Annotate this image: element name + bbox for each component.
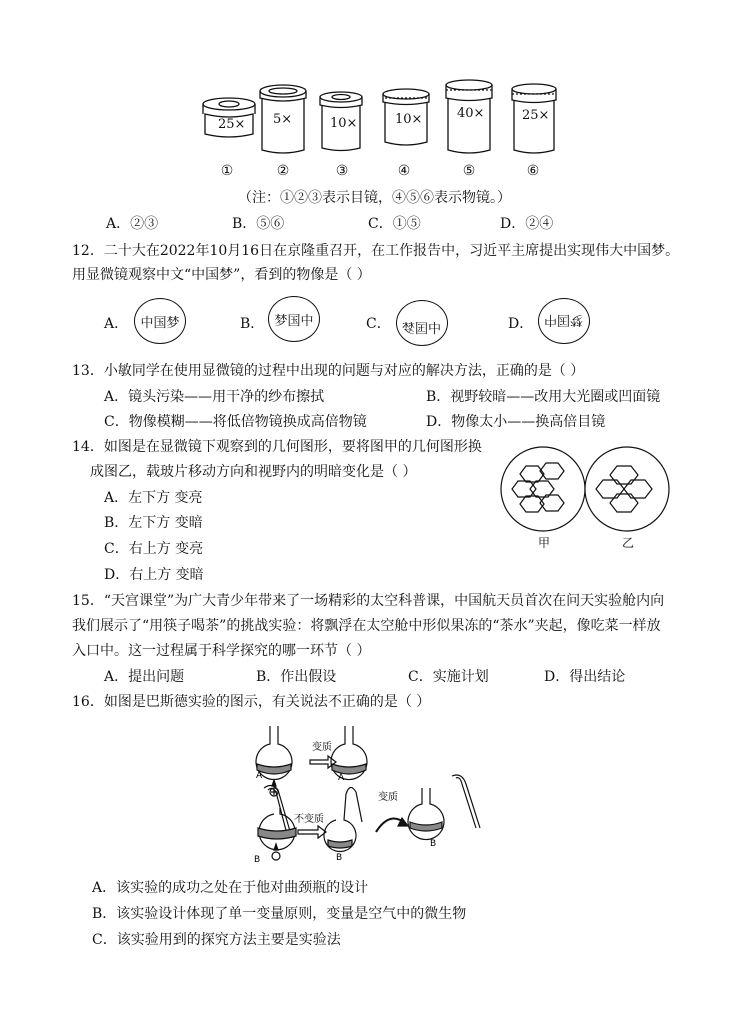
q15-option-c[interactable]: C．实施计划 xyxy=(408,669,489,685)
q15-option-d[interactable]: D．得出结论 xyxy=(544,669,626,685)
q16-stem: 16．如图是巴斯德实验的图示，有关说法不正确的是（ ） xyxy=(72,694,431,710)
view-yi-circle xyxy=(585,447,669,531)
q13-option-c[interactable]: C．物像模糊——将低倍物镜换成高倍物镜 xyxy=(104,414,367,430)
q12-option-b-letter[interactable]: B． xyxy=(240,316,265,332)
q12-option-b-image[interactable] xyxy=(268,296,320,342)
q15-stem-line-2: 我们展示了“用筷子喝茶”的挑战实验：将飘浮在太空舱中形似果冻的“茶水”夹起，像吃菜一样放 xyxy=(72,618,661,634)
q12-option-a-image[interactable] xyxy=(134,298,186,344)
q13-option-b[interactable]: B．视野较暗——改用大光圈或凹面镜 xyxy=(426,389,661,405)
lens-1-number: ① xyxy=(220,163,234,179)
pasteur-label-b1: B xyxy=(254,855,261,865)
pasteur-experiment-figure xyxy=(250,724,490,864)
pasteur-label-a1: A xyxy=(256,771,263,781)
q13-stem: 13．小敏同学在使用显微镜的过程中出现的问题与对应的解决方法，正确的是（ ） xyxy=(72,363,585,379)
pasteur-label-no-change: 不变质 xyxy=(294,814,324,825)
q11-note: （注：①②③表示目镜，④⑤⑥表示物镜。） xyxy=(238,190,511,206)
lens-6-number: ⑥ xyxy=(526,163,540,179)
q15-option-b[interactable]: B．作出假设 xyxy=(256,669,337,685)
q11-option-d[interactable]: D．②④ xyxy=(500,216,554,232)
lens-2-label: 5× xyxy=(273,112,293,127)
view-yi-label: 乙 xyxy=(622,536,635,550)
q11-option-c[interactable]: C．①⑤ xyxy=(368,216,421,232)
q16-option-c[interactable]: C．该实验用到的探究方法主要是实验法 xyxy=(92,932,341,948)
lens-5-number: ⑤ xyxy=(462,163,476,179)
lens-3-number: ③ xyxy=(335,163,349,179)
q14-option-b[interactable]: B．左下方 变暗 xyxy=(104,515,203,531)
flask-b-unchanged xyxy=(324,787,362,851)
lens-3-label: 10× xyxy=(330,116,358,131)
lens-6-label: 25× xyxy=(522,108,550,123)
q12-option-a-letter[interactable]: A． xyxy=(104,316,129,332)
q14-stem-line-2: 成图乙，载玻片移动方向和视野内的明暗变化是（ ） xyxy=(90,464,417,480)
flask-a-heated xyxy=(256,726,292,796)
lens-2-number: ② xyxy=(276,163,290,179)
q14-option-c[interactable]: C．右上方 变亮 xyxy=(104,541,204,557)
q12-option-c-text: 中国梦 xyxy=(402,321,442,337)
q12-option-b-text: 梦国中 xyxy=(274,313,314,329)
q12-stem-line-2: 用显微镜观察中文“中国梦”，看到的物像是（ ） xyxy=(72,267,371,283)
lens-1-label: 25× xyxy=(218,117,246,132)
pasteur-label-b3: B xyxy=(430,839,437,849)
q12-option-c-image[interactable] xyxy=(396,300,448,346)
q15-stem-line-1: 15．“天宫课堂”为广大青少年带来了一场精彩的太空科普课，中国航天员首次在问天实验舱内向 xyxy=(72,593,665,609)
q15-option-a[interactable]: A．提出问题 xyxy=(104,669,185,685)
q13-option-a[interactable]: A．镜头污染——用干净的纱布擦拭 xyxy=(104,389,325,405)
pasteur-label-b2: B xyxy=(336,853,343,863)
lens-drawings xyxy=(0,0,744,170)
q15-stem-line-3: 入口中。这一过程属于科学探究的哪一环节（ ） xyxy=(72,643,371,659)
flask-b-heated xyxy=(258,785,296,860)
flask-b-broken xyxy=(408,775,480,840)
view-jia-circle xyxy=(501,447,585,531)
q14-option-a[interactable]: A．左下方 变亮 xyxy=(104,490,203,506)
view-jia-label: 甲 xyxy=(538,536,551,550)
q12-option-d-text: 梦国中 xyxy=(544,311,584,327)
flask-a-changed xyxy=(331,726,367,780)
q11-option-a[interactable]: A．②③ xyxy=(106,216,159,232)
q13-option-d[interactable]: D．物像太小——换高倍目镜 xyxy=(426,414,606,430)
q12-option-c-letter[interactable]: C． xyxy=(366,316,391,332)
q12-option-a-text: 中国梦 xyxy=(140,315,180,331)
pasteur-label-change: 变质 xyxy=(312,742,332,753)
pasteur-label-change-2: 变质 xyxy=(378,792,398,803)
pasteur-label-a2: A xyxy=(338,773,345,783)
lens-4-label: 10× xyxy=(395,112,423,127)
q14-stem-line-1: 14．如图是在显微镜下观察到的几何图形，要将图甲的几何图形换 xyxy=(72,439,482,455)
q16-option-a[interactable]: A．该实验的成功之处在于他对曲颈瓶的设计 xyxy=(92,880,369,896)
q12-option-d-letter[interactable]: D． xyxy=(508,316,534,332)
microscope-view-figure xyxy=(500,446,670,536)
q16-option-b[interactable]: B．该实验设计体现了单一变量原则，变量是空气中的微生物 xyxy=(92,906,467,922)
q12-stem-line-1: 12．二十大在2022年10月16日在京隆重召开，在工作报告中，习近平主席提出实现伟大中国梦。 xyxy=(72,243,680,259)
q12-option-d-image[interactable] xyxy=(538,298,590,344)
lens-5-label: 40× xyxy=(457,106,485,121)
q11-option-b[interactable]: B．⑤⑥ xyxy=(232,216,285,232)
q14-option-d[interactable]: D．右上方 变暗 xyxy=(104,567,204,583)
lens-4-number: ④ xyxy=(397,163,411,179)
